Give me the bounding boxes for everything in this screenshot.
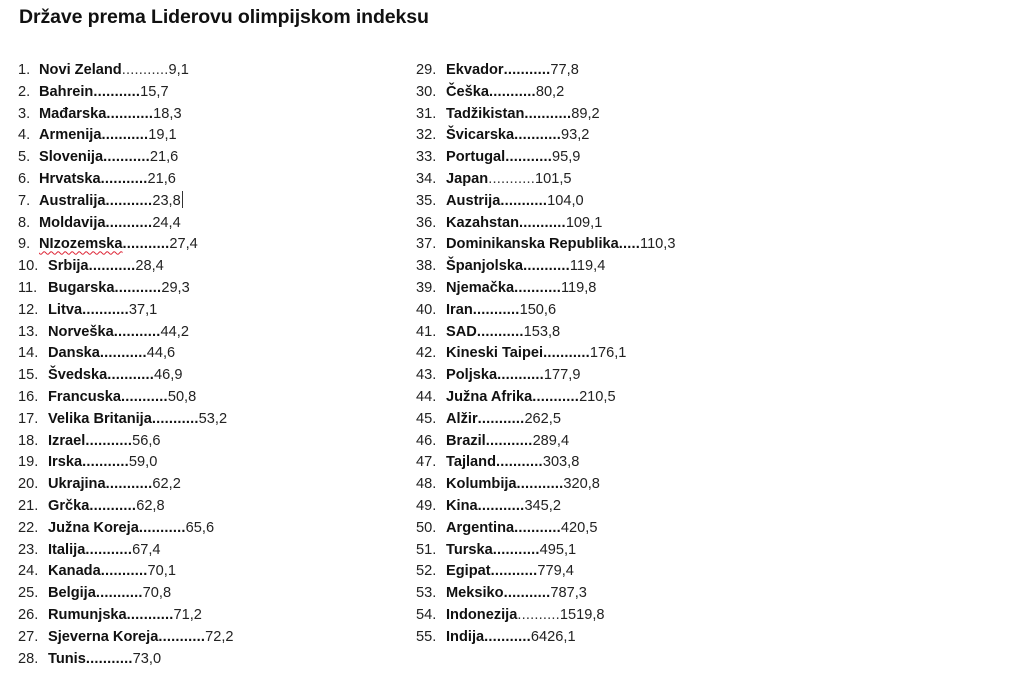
index-value: 153,8 — [523, 323, 561, 340]
list-item — [416, 583, 675, 605]
list-item — [416, 82, 675, 104]
dot-leader: ........... — [99, 345, 147, 362]
country-name: Belgija — [48, 585, 96, 602]
dot-leader: ........... — [105, 192, 153, 209]
index-value: 65,6 — [185, 519, 215, 536]
list-item — [18, 431, 234, 453]
rank-number: 29. — [416, 62, 437, 78]
rank-number: 20. — [18, 476, 39, 493]
rank-number: 22. — [18, 519, 39, 536]
list-item — [18, 452, 234, 474]
rank-number: 9. — [18, 236, 31, 253]
index-value: 262,5 — [524, 410, 561, 427]
country-name: Švedska — [48, 367, 108, 384]
index-value: 104,0 — [547, 192, 584, 209]
index-value: 289,4 — [532, 432, 570, 449]
index-value: 77,8 — [550, 62, 579, 78]
dot-leader: ........... — [472, 301, 520, 318]
dot-leader: ........... — [82, 454, 129, 471]
list-item — [416, 474, 675, 496]
index-value: 176,1 — [589, 345, 627, 362]
index-value: 93,2 — [560, 127, 590, 144]
index-value: 787,3 — [550, 585, 587, 602]
dot-leader: ........... — [489, 83, 536, 100]
list-item — [18, 147, 234, 169]
dot-leader: ........... — [89, 497, 137, 514]
rank-number: 54. — [416, 606, 437, 623]
country-name: Kazahstan — [446, 214, 519, 231]
country-name: Kanada — [48, 563, 101, 580]
country-name: Turska — [446, 541, 493, 558]
country-name: Ekvador — [446, 62, 504, 78]
list-item — [416, 518, 675, 540]
list-item — [18, 104, 234, 126]
index-value: 44,2 — [160, 323, 189, 340]
ranking-list-right-column — [416, 60, 675, 649]
index-value: 23,8 — [152, 192, 181, 209]
rank-number: 53. — [416, 585, 437, 602]
list-item — [18, 60, 234, 82]
dot-leader: ........... — [121, 62, 169, 78]
index-value: 19,1 — [148, 127, 177, 144]
index-value: 67,4 — [132, 541, 161, 558]
list-item — [416, 627, 675, 649]
index-value: 303,8 — [542, 454, 580, 471]
index-value: 6426,1 — [530, 628, 576, 645]
rank-number: 3. — [18, 105, 31, 122]
rank-number: 44. — [416, 388, 437, 405]
list-item — [18, 365, 234, 387]
index-value: 119,8 — [560, 279, 597, 296]
dot-leader: ........... — [485, 432, 533, 449]
country-name: Iran — [446, 301, 473, 318]
rank-number: 41. — [416, 323, 437, 340]
index-value: 37,1 — [128, 301, 158, 318]
list-item — [416, 496, 675, 518]
index-value: 28,4 — [135, 258, 164, 275]
index-value: 89,2 — [571, 105, 600, 122]
country-name: Litva — [48, 301, 83, 318]
list-item — [18, 496, 234, 518]
country-name: Izrael — [48, 432, 86, 449]
country-name: Tunis — [48, 650, 86, 667]
dot-leader: ........... — [477, 497, 525, 514]
dot-leader: ........... — [107, 367, 155, 384]
list-item — [416, 387, 675, 409]
index-value: 72,2 — [205, 628, 234, 645]
index-value: 70,8 — [142, 585, 172, 602]
list-item — [18, 387, 234, 409]
country-name: Poljska — [446, 367, 498, 384]
dot-leader: ........... — [138, 519, 186, 536]
index-value: 29,3 — [161, 279, 190, 296]
rank-number: 10. — [18, 258, 39, 275]
index-value: 345,2 — [524, 497, 561, 514]
country-name: Egipat — [446, 563, 491, 580]
dot-leader: ........... — [505, 149, 552, 166]
index-value: 73,0 — [132, 650, 162, 667]
index-value: 779,4 — [537, 563, 574, 580]
index-value: 46,9 — [154, 367, 183, 384]
country-name: Portugal — [446, 149, 506, 166]
dot-leader: ........... — [85, 650, 133, 667]
country-name: Australija — [39, 192, 106, 209]
rank-number: 36. — [416, 214, 437, 231]
index-value: 95,9 — [552, 149, 581, 166]
index-value: 101,5 — [535, 170, 572, 187]
country-name: Grčka — [48, 497, 90, 514]
index-value: 420,5 — [560, 519, 598, 536]
list-item — [416, 561, 675, 583]
list-item — [18, 561, 234, 583]
index-value: 70,1 — [147, 563, 176, 580]
dot-leader: ........... — [477, 410, 525, 427]
dot-leader: ........... — [122, 236, 170, 253]
dot-leader: ........... — [88, 258, 136, 275]
country-name: Indija — [446, 628, 485, 645]
index-value: 15,7 — [140, 83, 169, 100]
list-item — [18, 256, 234, 278]
index-value: 59,0 — [128, 454, 158, 471]
list-item — [18, 234, 234, 256]
country-name: Bugarska — [48, 279, 115, 296]
country-name: Japan — [446, 170, 489, 187]
rank-number: 7. — [18, 192, 31, 209]
list-item — [416, 322, 675, 344]
rank-number: 26. — [18, 606, 39, 623]
list-item — [416, 191, 675, 213]
rank-number: 17. — [18, 410, 39, 427]
list-item — [18, 518, 234, 540]
rank-number: 38. — [416, 258, 437, 275]
rank-number: 27. — [18, 628, 39, 645]
rank-number: 30. — [416, 83, 437, 100]
dot-leader: ........... — [496, 454, 543, 471]
list-item — [416, 278, 675, 300]
country-name: Dominikanska Republika — [446, 236, 619, 253]
dot-leader: ........... — [106, 105, 154, 122]
index-value: 109,1 — [565, 214, 603, 231]
list-item — [416, 256, 675, 278]
country-name: Austrija — [446, 192, 501, 209]
index-value: 62,2 — [152, 476, 181, 493]
country-name: Novi Zeland — [39, 62, 122, 78]
country-name: Velika Britanija — [48, 410, 152, 427]
list-item — [18, 322, 234, 344]
country-name: Meksiko — [446, 585, 504, 602]
country-name: Ukrajina — [48, 476, 106, 493]
list-item — [18, 583, 234, 605]
country-name: Srbija — [48, 258, 89, 275]
index-value: 80,2 — [535, 83, 565, 100]
list-item — [416, 540, 675, 562]
rank-number: 18. — [18, 432, 39, 449]
rank-number: 47. — [416, 454, 437, 471]
rank-number: 55. — [416, 628, 437, 645]
dot-leader: ........... — [523, 258, 570, 275]
country-name: Kineski Taipei — [446, 345, 544, 362]
list-item — [416, 431, 675, 453]
dot-leader: ........... — [105, 476, 153, 493]
country-name: Slovenija — [39, 149, 104, 166]
rank-number: 6. — [18, 170, 31, 187]
ranking-list-left-column — [18, 60, 234, 670]
rank-number: 49. — [416, 497, 437, 514]
rank-number: 19. — [18, 454, 39, 471]
country-name: Armenija — [39, 127, 102, 144]
index-value: 320,8 — [563, 476, 600, 493]
rank-number: 48. — [416, 476, 437, 493]
index-value: 62,8 — [136, 497, 165, 514]
dot-leader: ........... — [126, 606, 174, 623]
list-item — [18, 540, 234, 562]
rank-number: 34. — [416, 170, 437, 187]
country-name: Bahrein — [39, 83, 94, 100]
rank-number: 4. — [18, 127, 31, 144]
list-item — [18, 605, 234, 627]
dot-leader: ........... — [514, 279, 561, 296]
rank-number: 52. — [416, 563, 437, 580]
list-item — [18, 278, 234, 300]
rank-number: 12. — [18, 301, 39, 318]
index-value: 210,5 — [579, 388, 616, 405]
dot-leader: ........... — [476, 323, 524, 340]
rank-number: 46. — [416, 432, 437, 449]
dot-leader: .......... — [517, 606, 560, 623]
dot-leader: ........... — [516, 476, 564, 493]
country-name: Norveška — [48, 323, 114, 340]
rank-number: 2. — [18, 83, 31, 100]
country-name: SAD — [446, 323, 477, 340]
dot-leader: ........... — [121, 388, 168, 405]
index-value: 21,6 — [147, 170, 176, 187]
rank-number: 50. — [416, 519, 437, 536]
dot-leader: ........... — [113, 323, 161, 340]
dot-leader: ........... — [82, 301, 129, 318]
index-value: 18,3 — [153, 105, 182, 122]
list-item — [416, 147, 675, 169]
country-name: Kolumbija — [446, 476, 517, 493]
country-name: Moldavija — [39, 214, 106, 231]
dot-leader: ........... — [532, 388, 580, 405]
list-item — [18, 82, 234, 104]
rank-number: 16. — [18, 388, 39, 405]
list-item — [416, 213, 675, 235]
dot-leader: ........... — [488, 170, 535, 187]
country-name: Irska — [48, 454, 83, 471]
dot-leader: ..... — [618, 236, 641, 253]
rank-number: 51. — [416, 541, 437, 558]
country-name: NIzozemska — [39, 236, 123, 253]
list-item — [416, 169, 675, 191]
rank-number: 5. — [18, 149, 31, 166]
dot-leader: ........... — [101, 127, 149, 144]
index-value: 21,6 — [149, 149, 179, 166]
list-item — [416, 409, 675, 431]
country-name: Alžir — [446, 410, 478, 427]
list-item — [18, 409, 234, 431]
dot-leader: ........... — [503, 585, 551, 602]
index-value: 24,4 — [152, 214, 181, 231]
dot-leader: ........... — [503, 62, 551, 78]
index-value: 44,6 — [146, 345, 176, 362]
dot-leader: ........... — [151, 410, 199, 427]
list-item — [18, 649, 234, 671]
dot-leader: ........... — [105, 214, 153, 231]
country-name: Tajland — [446, 454, 497, 471]
index-value: 119,4 — [569, 258, 606, 275]
list-item — [416, 343, 675, 365]
list-item — [416, 234, 675, 256]
country-name: Francuska — [48, 388, 122, 405]
rank-number: 35. — [416, 192, 437, 209]
index-value: 9,1 — [168, 62, 189, 78]
rank-number: 43. — [416, 367, 437, 384]
index-value: 150,6 — [519, 301, 557, 318]
rank-number: 24. — [18, 563, 39, 580]
rank-number: 33. — [416, 149, 437, 166]
rank-number: 23. — [18, 541, 39, 558]
list-item — [18, 343, 234, 365]
country-name: Južna Koreja — [48, 519, 139, 536]
list-item — [18, 300, 234, 322]
country-name: Mađarska — [39, 105, 107, 122]
list-item — [18, 191, 234, 213]
country-name: Rumunjska — [48, 606, 127, 623]
list-item — [416, 104, 675, 126]
list-item — [18, 627, 234, 649]
index-value: 71,2 — [173, 606, 202, 623]
dot-leader: ........... — [543, 345, 590, 362]
dot-leader: ........... — [490, 563, 538, 580]
country-name: Hrvatska — [39, 170, 101, 187]
dot-leader: ........... — [85, 432, 133, 449]
rank-number: 37. — [416, 236, 437, 253]
list-item — [416, 452, 675, 474]
index-value: 50,8 — [167, 388, 197, 405]
rank-number: 14. — [18, 345, 39, 362]
list-item — [18, 213, 234, 235]
dot-leader: ........... — [492, 541, 540, 558]
rank-number: 1. — [18, 62, 31, 78]
dot-leader: ........... — [100, 170, 148, 187]
rank-number: 11. — [18, 279, 38, 296]
list-item — [18, 125, 234, 147]
index-value: 53,2 — [198, 410, 228, 427]
dot-leader: ........... — [95, 585, 143, 602]
index-value: 27,4 — [169, 236, 198, 253]
rank-number: 25. — [18, 585, 39, 602]
dot-leader: ........... — [114, 279, 162, 296]
index-value: 110,3 — [640, 236, 676, 253]
list-item — [18, 474, 234, 496]
country-name: Argentina — [446, 519, 515, 536]
country-name: Češka — [446, 83, 490, 100]
rank-number: 40. — [416, 301, 437, 318]
country-name: Brazil — [446, 432, 486, 449]
index-value: 56,6 — [132, 432, 161, 449]
dot-leader: ........... — [103, 149, 150, 166]
index-value: 1519,8 — [559, 606, 605, 623]
list-item — [416, 60, 675, 82]
dot-leader: ........... — [514, 519, 561, 536]
rank-number: 28. — [18, 650, 39, 667]
dot-leader: ........... — [519, 214, 566, 231]
index-value: 177,9 — [543, 367, 581, 384]
country-name: Tadžikistan — [446, 105, 525, 122]
list-item — [416, 365, 675, 387]
rank-number: 21. — [18, 497, 39, 514]
dot-leader: ........... — [158, 628, 206, 645]
rank-number: 42. — [416, 345, 437, 362]
dot-leader: ........... — [524, 105, 572, 122]
dot-leader: ........... — [500, 192, 548, 209]
document-title: Države prema Liderovu olimpijskom indeksu — [19, 6, 429, 28]
rank-number: 15. — [18, 367, 39, 384]
index-value: 495,1 — [539, 541, 577, 558]
rank-number: 32. — [416, 127, 437, 144]
list-item — [416, 125, 675, 147]
country-name: Južna Afrika — [446, 388, 533, 405]
dot-leader: ........... — [100, 563, 148, 580]
rank-number: 13. — [18, 323, 39, 340]
list-item — [416, 605, 675, 627]
dot-leader: ........... — [93, 83, 141, 100]
rank-number: 8. — [18, 214, 31, 231]
list-item — [18, 169, 234, 191]
country-name: Njemačka — [446, 279, 515, 296]
rank-number: 39. — [416, 279, 437, 296]
dot-leader: ........... — [497, 367, 544, 384]
rank-number: 31. — [416, 105, 437, 122]
country-name: Švicarska — [446, 127, 515, 144]
country-name: Španjolska — [446, 258, 524, 275]
country-name: Sjeverna Koreja — [48, 628, 159, 645]
country-name: Italija — [48, 541, 86, 558]
country-name: Indonezija — [446, 606, 518, 623]
country-name: Kina — [446, 497, 478, 514]
dot-leader: ........... — [85, 541, 133, 558]
country-name: Danska — [48, 345, 100, 362]
list-item — [416, 300, 675, 322]
dot-leader: ........... — [484, 628, 531, 645]
dot-leader: ........... — [514, 127, 561, 144]
text-cursor — [182, 191, 183, 208]
rank-number: 45. — [416, 410, 437, 427]
